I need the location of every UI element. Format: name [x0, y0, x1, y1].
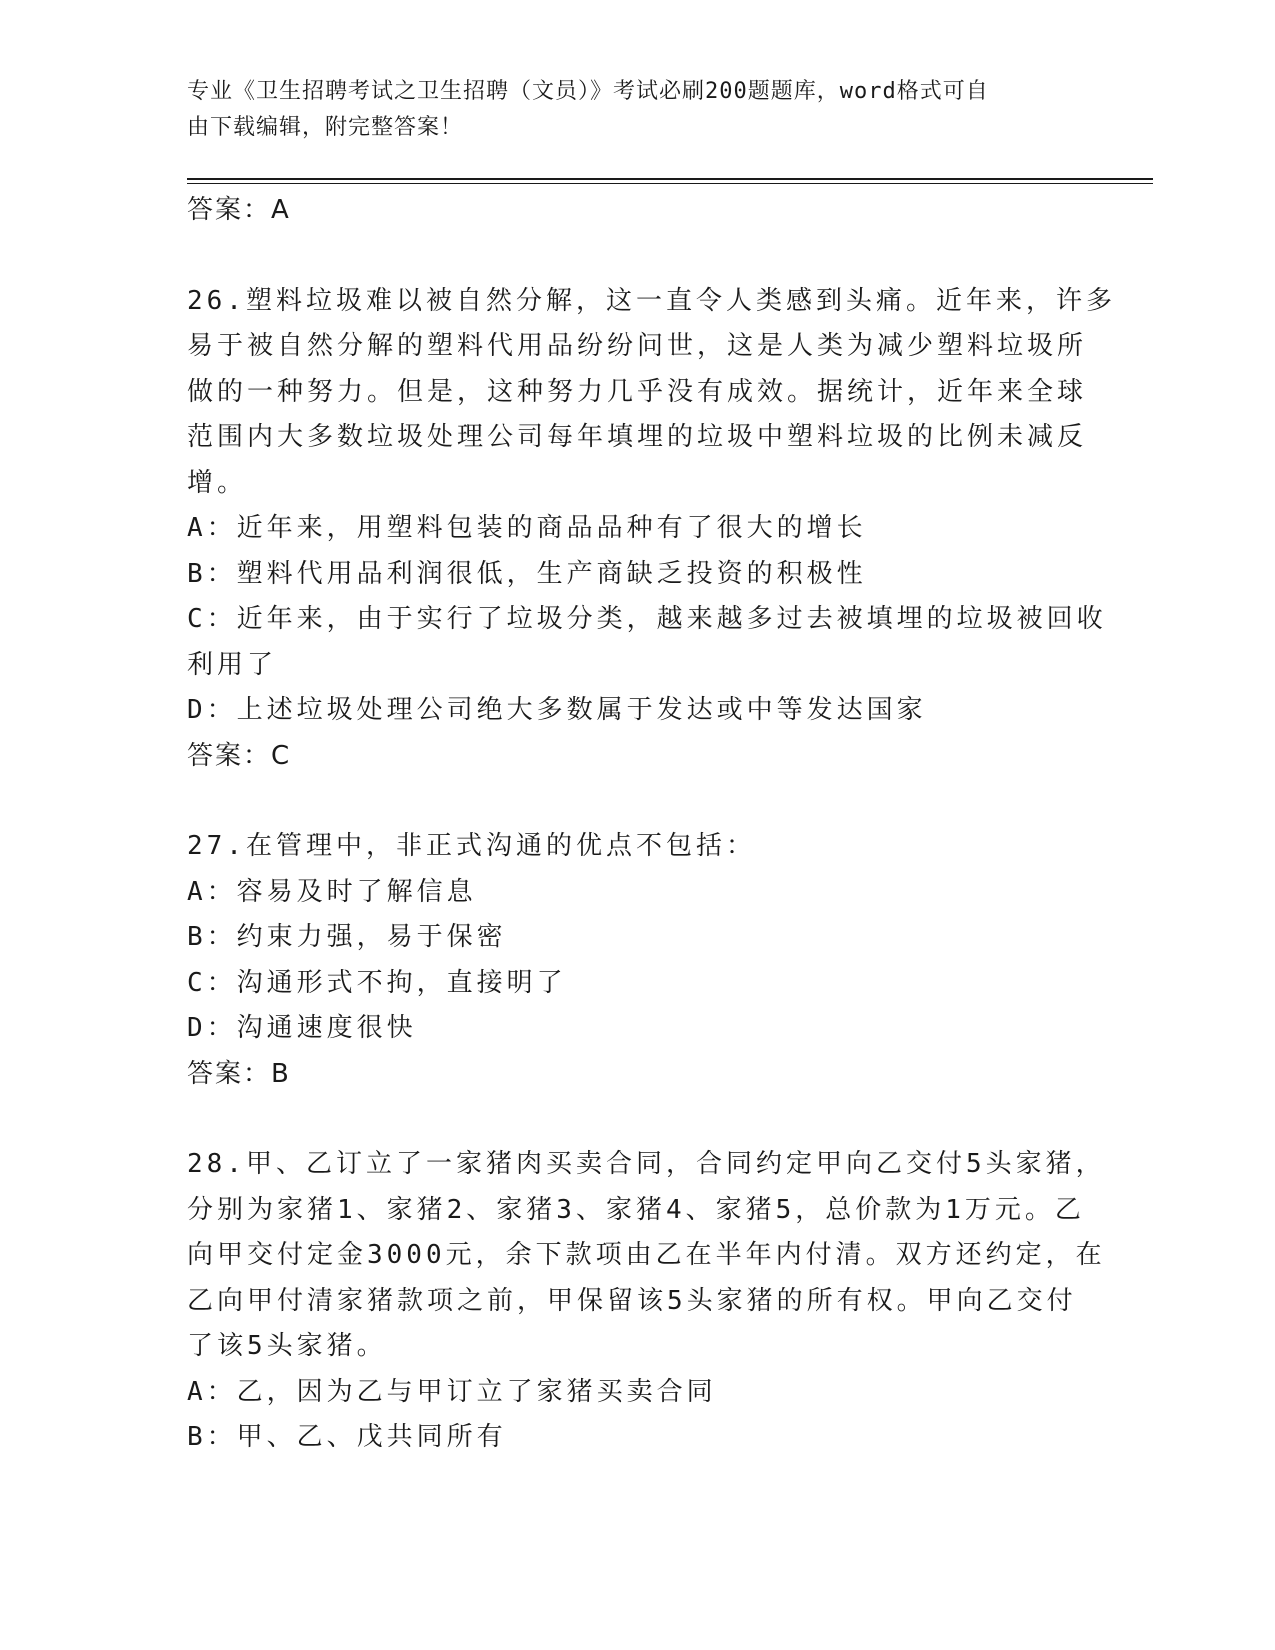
document-header: [187, 74, 1087, 146]
question-stem-line: 了该5头家猪。: [187, 1331, 387, 1361]
question-stem-line: 向甲交付定金3000元，余下款项由乙在半年内付清。双方还约定，在: [187, 1240, 1106, 1270]
header-rule-thin: [187, 183, 1153, 184]
question-stem-line: 27.在管理中，非正式沟通的优点不包括：: [187, 831, 756, 861]
option-b: B：约束力强，易于保密: [187, 922, 507, 952]
document-body: [187, 188, 1116, 1461]
answer-26: 答案：C: [187, 740, 292, 771]
option-b: B：甲、乙、戊共同所有: [187, 1422, 507, 1452]
question-stem-line: 28.甲、乙订立了一家猪肉买卖合同，合同约定甲向乙交付5头家猪，: [187, 1149, 1106, 1179]
option-d: D：沟通速度很快: [187, 1013, 417, 1043]
question-28: [187, 1142, 1106, 1461]
question-stem-line: 范围内大多数垃圾处理公司每年填埋的垃圾中塑料垃圾的比例未减反: [187, 422, 1088, 452]
option-c: C：沟通形式不拘，直接明了: [187, 967, 567, 998]
question-26: [187, 279, 1116, 780]
option-a: A：容易及时了解信息: [187, 876, 477, 907]
option-c-continued: 利用了: [187, 649, 278, 680]
question-stem-line: 26.塑料垃圾难以被自然分解，这一直令人类感到头痛。近年来，许多: [187, 285, 1116, 316]
option-c: C：近年来，由于实行了垃圾分类，越来越多过去被填埋的垃圾被回收: [187, 604, 1107, 634]
header-line-1: 专业《卫生招聘考试之卫生招聘（文员）》考试必刷200题题库，word格式可自: [187, 79, 989, 104]
answer-25: 答案：A: [187, 195, 291, 225]
question-stem-line: 做的一种努力。但是，这种努力几乎没有成效。据统计，近年来全球: [187, 376, 1088, 407]
header-rule-thick: [187, 178, 1153, 180]
question-stem-line: 乙向甲付清家猪款项之前，甲保留该5头家猪的所有权。甲向乙交付: [187, 1285, 1077, 1316]
question-27: [187, 824, 1087, 1097]
option-a: A：近年来，用塑料包装的商品品种有了很大的增长: [187, 513, 867, 543]
question-stem-line: 易于被自然分解的塑料代用品纷纷问世，这是人类为减少塑料垃圾所: [187, 331, 1088, 361]
spacer: [187, 1097, 1087, 1142]
header-line-2: 由下载编辑，附完整答案！: [187, 115, 464, 140]
option-d: D：上述垃圾处理公司绝大多数属于发达或中等发达国家: [187, 695, 927, 725]
option-b: B：塑料代用品利润很低，生产商缺乏投资的积极性: [187, 558, 867, 589]
spacer: [187, 234, 1087, 279]
question-stem-line: 分别为家猪1、家猪2、家猪3、家猪4、家猪5，总价款为1万元。乙: [187, 1194, 1085, 1225]
question-stem-line: 增。: [187, 467, 248, 498]
answer-27: 答案：B: [187, 1058, 291, 1089]
spacer: [187, 779, 1087, 824]
option-a: A：乙，因为乙与甲订立了家猪买卖合同: [187, 1376, 717, 1407]
